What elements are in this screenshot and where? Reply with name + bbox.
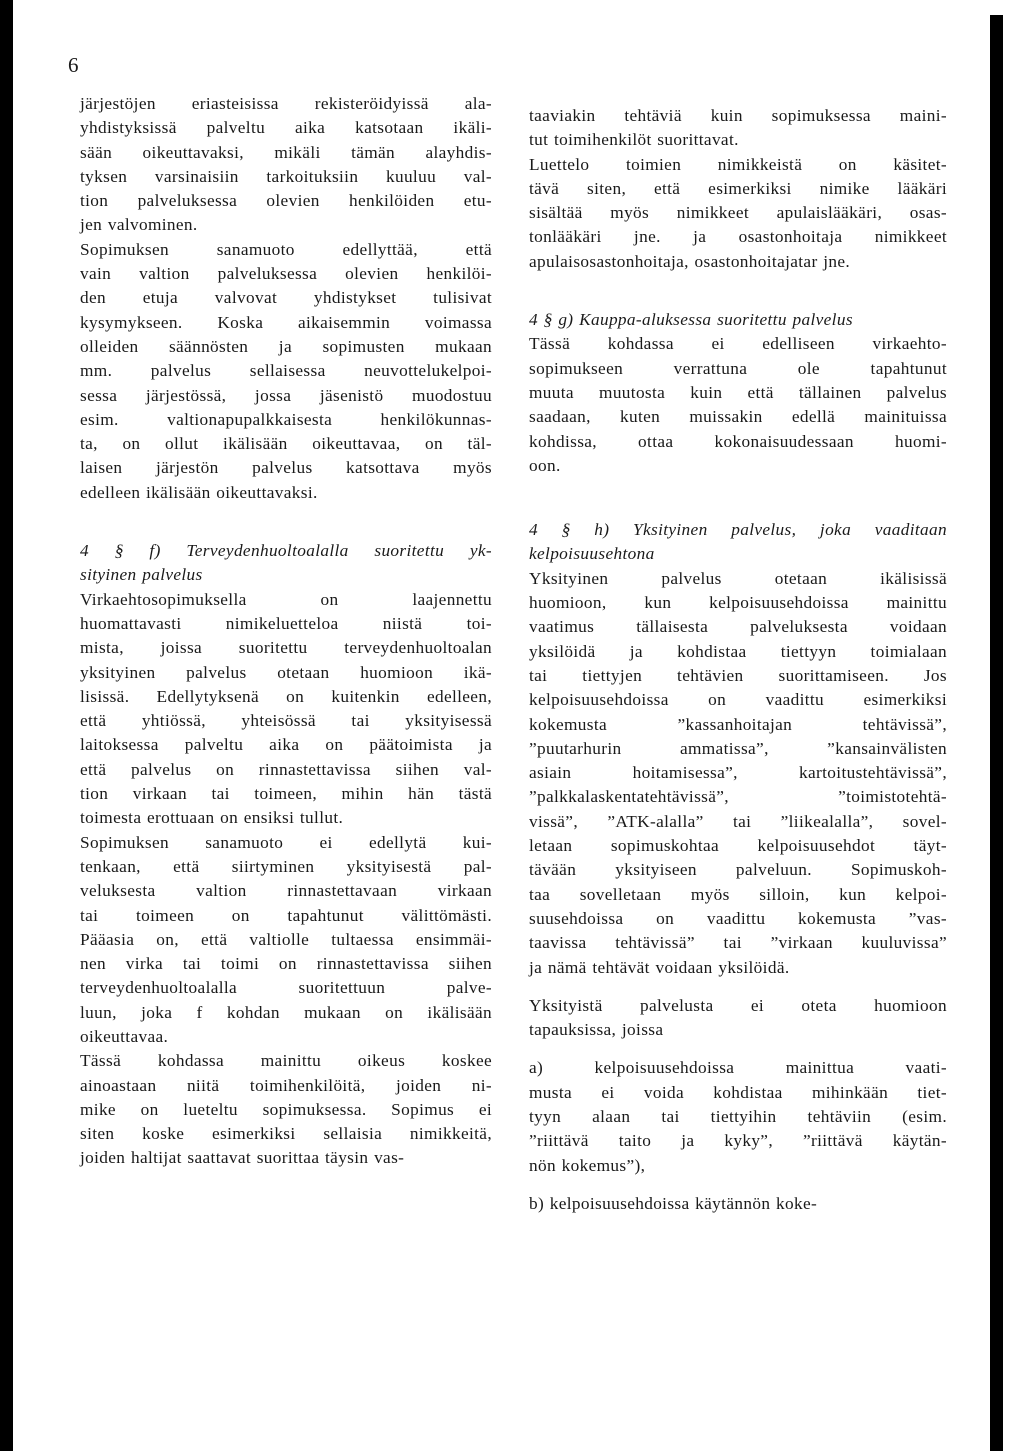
text-line: Luettelo toimien nimikkeistä on käsitet- — [529, 154, 947, 174]
section-heading — [80, 539, 492, 588]
text-line: ”riittävä taito ja kyky”, ”riittävä käytän- — [529, 1131, 947, 1151]
text-line: tävään yksityiseen palveluun. Sopimuskoh- — [529, 860, 947, 880]
text-line: saadaan, kuten muissakin edellä mainituissa — [529, 407, 947, 427]
text-line: tävä siten, että esimerkiksi nimike lääkäri — [529, 178, 947, 198]
text-line: kokemusta ”kassanhoitajan tehtävissä”, — [529, 714, 947, 734]
text-line: Yksityinen palvelus otetaan ikälisissä — [529, 568, 947, 588]
text-line: esim. valtionapupalkkaisesta henkilökunnas- — [80, 409, 492, 429]
text-line: letaan sopimuskohtaa kelpoisuusehdot täyt- — [529, 836, 947, 856]
text-line: tut toimihenkilöt suorittavat. — [529, 130, 739, 150]
text-line: mista, joissa suoritettu terveydenhuoltoalan — [80, 638, 492, 658]
text-line: joiden haltijat saattavat suorittaa täysin vas- — [80, 1148, 405, 1168]
text-line: tai tiettyjen tehtävien suorittamiseen. Jos — [529, 665, 947, 685]
text-line: suusehdoissa on vaadittu kokemusta ”vas- — [529, 908, 947, 928]
paragraph — [529, 994, 947, 1043]
text-line: ja nämä tehtävät voidaan yksilöidä. — [529, 957, 790, 977]
spacer — [529, 980, 947, 994]
text-line: Virkaehtosopimuksella on laajennettu — [80, 589, 492, 609]
text-line: sisältää myös nimikkeet apulaislääkäri, osas- — [529, 203, 947, 223]
text-line: apulaisosastonhoitaja, osastonhoitajatar jne. — [529, 251, 851, 271]
text-line: laisen järjestön palvelus katsottava myös — [80, 458, 492, 478]
text-line: oon. — [529, 455, 561, 475]
text-line: yhdistyksissä palveltu aika katsotaan ikäli- — [80, 118, 492, 138]
spacer — [529, 478, 947, 518]
text-line: siten koske esimerkiksi sellaisia nimikkeitä, — [80, 1124, 492, 1144]
text-line: sopimukseen verrattuna ole tapahtunut — [529, 358, 947, 378]
text-line: ta, on ollut ikälisään oikeuttavaa, on täl- — [80, 434, 492, 454]
text-line: veluksesta valtion rinnastettavaan virkaan — [80, 881, 492, 901]
text-line: a) kelpoisuusehdoissa mainittua vaati- — [529, 1058, 947, 1078]
text-line: vain valtion palveluksessa olevien henkilöi- — [80, 264, 492, 284]
text-line: yksilöidä ja kohdistaa tiettyyn toimialaan — [529, 641, 947, 661]
section-heading — [529, 308, 947, 332]
text-line: ainoastaan niitä toimihenkilöitä, joiden ni- — [80, 1075, 492, 1095]
text-line: jen valvominen. — [80, 215, 198, 235]
right-column — [529, 104, 947, 1216]
text-line: lisissä. Edellytyksenä on kuitenkin edelleen, — [80, 686, 492, 706]
text-line: tion palveluksessa olevien henkilöiden etu- — [80, 191, 492, 211]
spacer — [80, 505, 492, 539]
text-line: tyksen varsinaisiin tarkoituksiin kuuluu val- — [80, 166, 492, 186]
text-line: kohdissa, ottaa kokonaisuudessaan huomi- — [529, 431, 947, 451]
text-line: tion virkaan tai toimeen, mihin hän tästä — [80, 784, 492, 804]
text-line: Sopimuksen sanamuoto ei edellytä kui- — [80, 832, 492, 852]
text-line: taaviakin tehtäviä kuin sopimuksessa maini- — [529, 106, 947, 125]
scan-edge-left — [0, 0, 13, 1451]
text-line: Tässä kohdassa ei edelliseen virkaehto- — [529, 334, 947, 354]
text-line: tapauksissa, joissa — [529, 1020, 664, 1040]
text-line: nen virka tai toimi on rinnastettavissa siihen — [80, 954, 492, 974]
paragraph — [80, 831, 492, 1050]
paragraph — [529, 332, 947, 478]
text-line: ”palkkalaskentatehtävissä”, ”toimistotehtä- — [529, 787, 947, 807]
paragraph — [80, 588, 492, 831]
left-column — [80, 92, 492, 1171]
text-line: tyyn alaan tai tiettyihin tehtäviin (esim. — [529, 1106, 947, 1126]
spacer — [529, 274, 947, 308]
text-line: luun, joka f kohdan mukaan on ikälisään — [80, 1002, 492, 1022]
text-line: mike on lueteltu sopimuksessa. Sopimus ei — [80, 1099, 492, 1119]
text-line: huomioon, kun kelpoisuusehdoissa mainittu — [529, 593, 947, 613]
text-line: edelleen ikälisään oikeuttavaksi. — [80, 482, 318, 502]
text-line: sityinen palvelus — [80, 565, 203, 585]
text-line: kelpoisuusehdoissa on vaadittu esimerkiksi — [529, 690, 947, 710]
paragraph — [529, 153, 947, 274]
text-line: kelpoisuusehtona — [529, 544, 655, 564]
section-heading — [529, 518, 947, 567]
text-line: tai toimeen on tapahtunut välittömästi. — [80, 905, 492, 925]
page-number: 6 — [68, 53, 79, 77]
text-line: yksityinen palvelus otetaan huomioon ikä- — [80, 662, 492, 682]
text-line: Tässä kohdassa mainittu oikeus koskee — [80, 1051, 492, 1071]
text-line: että yhtiössä, yhteisössä tai yksityisessä — [80, 711, 492, 731]
text-line: toimesta erottuaan on ensiksi tullut. — [80, 808, 344, 828]
text-line: huomattavasti nimikeluetteloa niistä toi- — [80, 613, 492, 633]
paragraph — [529, 104, 947, 153]
text-line: Sopimuksen sanamuoto edellyttää, että — [80, 239, 492, 259]
text-line: 4 § f) Terveydenhuoltoalalla suoritettu yk- — [80, 541, 492, 561]
text-line: taa sovelletaan myös silloin, kun kelpoi- — [529, 884, 947, 904]
text-line: että palvelus on rinnastettavissa siihen val- — [80, 759, 492, 779]
spacer — [529, 1178, 947, 1192]
text-line: musta ei voida kohdistaa mihinkään tiet- — [529, 1082, 947, 1102]
text-line: terveydenhuoltoalalla suoritettuun palve- — [80, 978, 492, 998]
text-line: Pääasia on, että valtiolle tultaessa ensimmäi- — [80, 929, 492, 949]
paragraph — [529, 1056, 947, 1177]
scan-edge-right — [990, 15, 1003, 1451]
text-line: mm. palvelus sellaisessa neuvottelukelpoi- — [80, 361, 492, 381]
text-line: den etuja valvovat yhdistykset tulisivat — [80, 288, 492, 308]
paragraph — [529, 567, 947, 980]
text-line: tenkaan, että siirtyminen yksityisestä pal- — [80, 856, 492, 876]
spacer — [529, 1042, 947, 1056]
text-line: sessa järjestössä, jossa jäsenistö muodostuu — [80, 385, 492, 405]
text-line: muuta muutosta kuin että tällainen palvelus — [529, 382, 947, 402]
text-line: vaatimus tällaisesta palveluksesta voidaan — [529, 617, 947, 637]
text-line: Yksityistä palvelusta ei oteta huomioon — [529, 995, 947, 1015]
paragraph — [80, 238, 492, 505]
paragraph — [80, 1049, 492, 1170]
text-line: 4 § h) Yksityinen palvelus, joka vaaditaan — [529, 520, 947, 540]
text-line: olleiden säännösten ja sopimusten mukaan — [80, 336, 492, 356]
text-line: nön kokemus”), — [529, 1155, 646, 1175]
text-line: oikeuttavaa. — [80, 1026, 169, 1046]
text-line: 4 § g) Kauppa-aluksessa suoritettu palvelus — [529, 310, 853, 330]
text-line: kysymykseen. Koska aikaisemmin voimassa — [80, 312, 492, 332]
text-line: taavissa tehtävissä” tai ”virkaan kuuluvissa” — [529, 933, 947, 953]
text-line: tonlääkäri jne. ja osastonhoitaja nimikkeet — [529, 227, 947, 247]
text-line: ”puutarhurin ammatissa”, ”kansainvälisten — [529, 738, 947, 758]
text-line: sään oikeuttavaksi, mikäli tämän alayhdis- — [80, 142, 492, 162]
paragraph — [80, 92, 492, 238]
text-line: asiain hoitamisessa”, kartoitustehtävissä”, — [529, 763, 947, 783]
paragraph — [529, 1192, 947, 1216]
text-line: laitoksessa palveltu aika on päätoimista ja — [80, 735, 492, 755]
text-line: järjestöjen eriasteisissa rekisteröidyissä ala- — [80, 94, 492, 113]
text-line: vissä”, ”ATK-alalla” tai ”liikealalla”, sovel- — [529, 811, 947, 831]
text-line: b) kelpoisuusehdoissa käytännön koke- — [529, 1193, 818, 1213]
